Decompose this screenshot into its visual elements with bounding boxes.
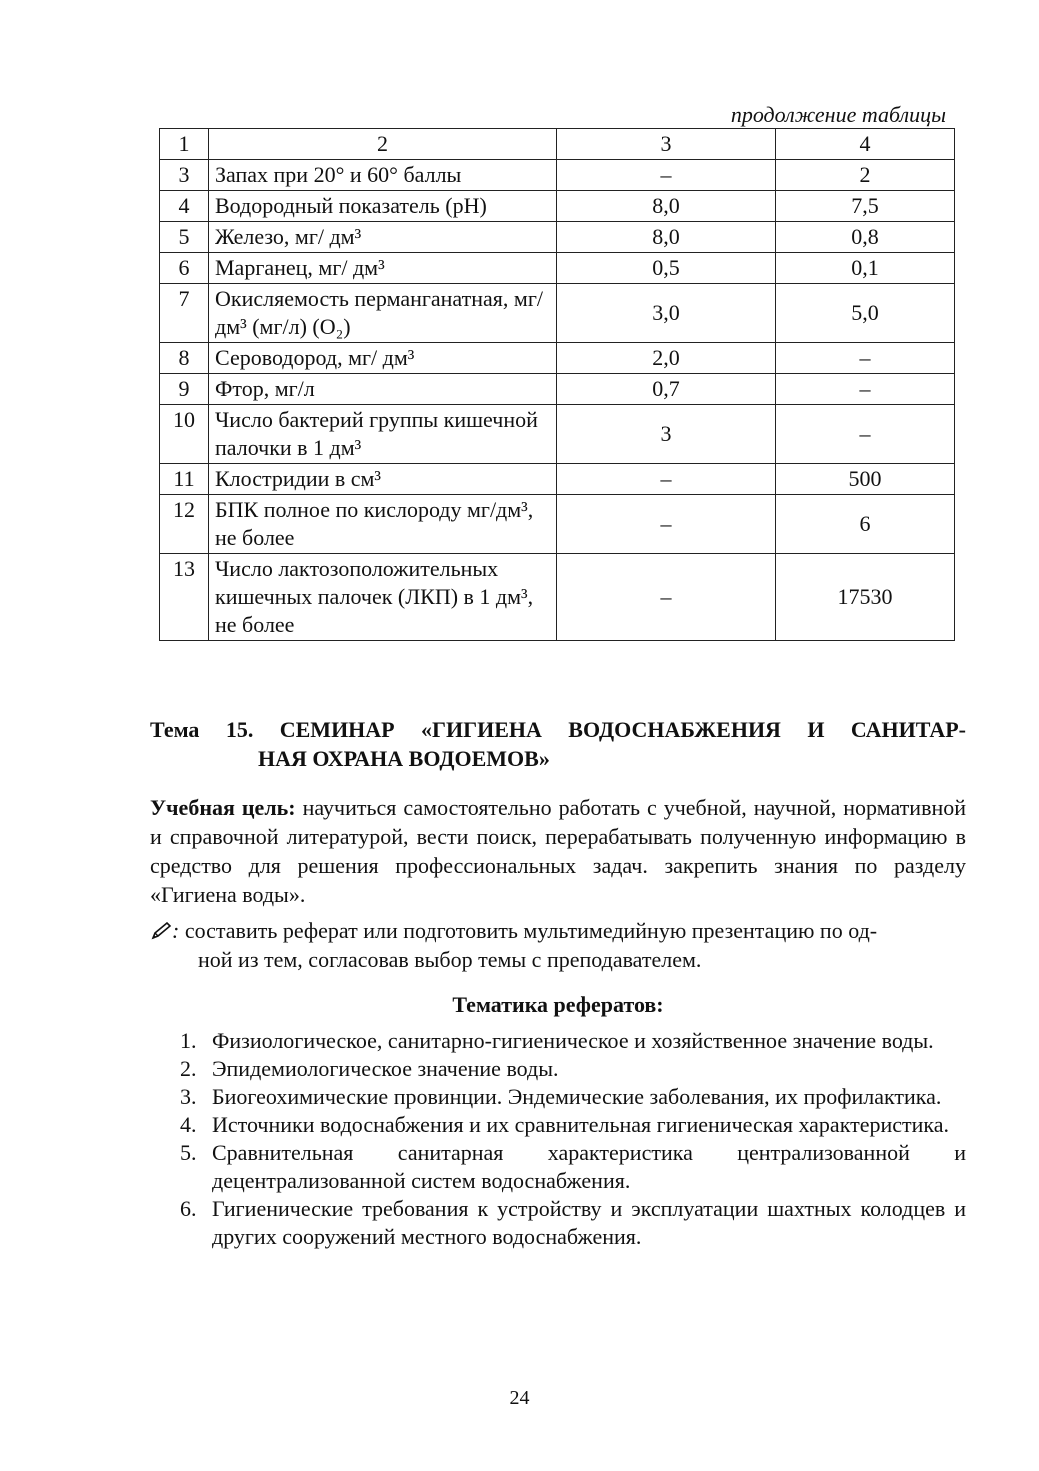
row-number: 8 — [160, 343, 209, 374]
list-item-text: Биогеохимические провинции. Эндемические заболевания, их профилактика. — [212, 1084, 942, 1109]
learning-goal-text: научиться самостоятельно работать с учебной, научной, нормативной и справочной литературой, вести поиск, перерабатывать полученную информацию в средство для решения профессиональных задач. закрепить знания по разделу «Гигиена воды». — [150, 795, 967, 907]
row-number: 11 — [160, 464, 209, 495]
pencil-icon — [150, 918, 172, 936]
table-body — [160, 129, 955, 641]
row-number: 9 — [160, 374, 209, 405]
header-cell: 3 — [557, 129, 776, 160]
value-col4: 0,8 — [776, 222, 955, 253]
page-number: 24 — [509, 1387, 530, 1409]
value-col3: 0,5 — [557, 253, 776, 284]
row-number: 13 — [160, 554, 209, 641]
value-col4: – — [776, 405, 955, 464]
task-text-line1: составить реферат или подготовить мультимедийную презентацию по од- — [184, 918, 878, 943]
list-item-number: 2. — [180, 1056, 197, 1081]
table-row — [160, 374, 955, 405]
table-row — [160, 495, 955, 554]
indicator-name: Марганец, мг/ дм³ — [209, 253, 557, 284]
value-col3: 3,0 — [557, 284, 776, 343]
indicator-name: Число лактозоположительных кишечных палочек (ЛКП) в 1 дм³, не более — [209, 554, 557, 641]
value-col4: 0,1 — [776, 253, 955, 284]
list-item-text: Источники водоснабжения и их сравнительная гигиеническая характеристика. — [212, 1112, 950, 1137]
indicator-name: Железо, мг/ дм³ — [209, 222, 557, 253]
value-col4: 5,0 — [776, 284, 955, 343]
table-header-row — [160, 129, 955, 160]
topic-heading — [150, 715, 966, 773]
references-title: Тематика рефератов: — [452, 992, 664, 1017]
table-row — [160, 284, 955, 343]
row-number: 10 — [160, 405, 209, 464]
topic-heading-line1: Тема 15. СЕМИНАР «ГИГИЕНА ВОДОСНАБЖЕНИЯ И САНИТАР- — [150, 717, 966, 742]
list-item — [150, 1055, 966, 1083]
list-item — [150, 1083, 966, 1111]
table-row — [160, 554, 955, 641]
learning-goal-label: Учебная цель: — [150, 795, 296, 820]
value-col3: 8,0 — [557, 191, 776, 222]
value-col4: 17530 — [776, 554, 955, 641]
list-item-number: 3. — [180, 1084, 197, 1109]
task-text-line2: ной из тем, согласовав выбор темы с преподавателем. — [198, 947, 702, 972]
header-cell: 2 — [209, 129, 557, 160]
value-col4: 7,5 — [776, 191, 955, 222]
value-col3: – — [557, 495, 776, 554]
value-col3: 8,0 — [557, 222, 776, 253]
indicator-name: БПК полное по кислороду мг/дм³, не более — [209, 495, 557, 554]
table-row — [160, 464, 955, 495]
list-item-number: 4. — [180, 1112, 197, 1137]
list-item-text: Гигиенические требования к устройству и эксплуатации шахтных колодцев и других сооружений местного водоснабжения. — [212, 1196, 966, 1249]
list-item — [150, 1027, 966, 1055]
table-continuation-label: продолжение таблицы — [730, 102, 946, 127]
list-item-number: 5. — [180, 1140, 197, 1165]
list-item — [150, 1111, 966, 1139]
topic-heading-line2: НАЯ ОХРАНА ВОДОЕМОВ» — [258, 746, 550, 771]
header-cell: 4 — [776, 129, 955, 160]
learning-goal-paragraph — [150, 793, 966, 909]
list-item-text: Физиологическое, санитарно-гигиеническое и хозяйственное значение воды. — [212, 1028, 934, 1053]
list-item — [150, 1195, 966, 1251]
table-row — [160, 222, 955, 253]
row-number: 3 — [160, 160, 209, 191]
essay-topics-list — [150, 1027, 966, 1251]
indicator-name: Окисляемость перманганатная, мг/ дм³ (мг/л) (О₂) — [209, 284, 557, 343]
water-quality-table — [159, 128, 955, 641]
value-col3: – — [557, 554, 776, 641]
list-item-text: Сравнительная санитарная характеристика централизованной и децентрализованной систем водоснабжения. — [212, 1140, 966, 1193]
task-paragraph — [150, 916, 966, 974]
value-col4: 2 — [776, 160, 955, 191]
list-item-number: 6. — [180, 1196, 197, 1221]
value-col4: – — [776, 374, 955, 405]
task-marker: : — [172, 918, 180, 943]
row-number: 7 — [160, 284, 209, 343]
value-col3: 0,7 — [557, 374, 776, 405]
list-item-number: 1. — [180, 1028, 197, 1053]
value-col3: 3 — [557, 405, 776, 464]
value-col4: 500 — [776, 464, 955, 495]
indicator-name: Водородный показатель (рН) — [209, 191, 557, 222]
row-number: 6 — [160, 253, 209, 284]
row-number: 5 — [160, 222, 209, 253]
indicator-name: Число бактерий группы кишечной палочки в 1 дм³ — [209, 405, 557, 464]
list-item — [150, 1139, 966, 1195]
indicator-name: Запах при 20° и 60° баллы — [209, 160, 557, 191]
indicator-name: Сероводород, мг/ дм³ — [209, 343, 557, 374]
table-row — [160, 191, 955, 222]
table-row — [160, 343, 955, 374]
value-col4: 6 — [776, 495, 955, 554]
header-cell: 1 — [160, 129, 209, 160]
table-row — [160, 253, 955, 284]
value-col4: – — [776, 343, 955, 374]
row-number: 12 — [160, 495, 209, 554]
value-col3: 2,0 — [557, 343, 776, 374]
list-item-text: Эпидемиологическое значение воды. — [212, 1056, 559, 1081]
indicator-name: Фтор, мг/л — [209, 374, 557, 405]
value-col3: – — [557, 464, 776, 495]
value-col3: – — [557, 160, 776, 191]
table-row — [160, 405, 955, 464]
row-number: 4 — [160, 191, 209, 222]
indicator-name: Клостридии в см³ — [209, 464, 557, 495]
table-row — [160, 160, 955, 191]
